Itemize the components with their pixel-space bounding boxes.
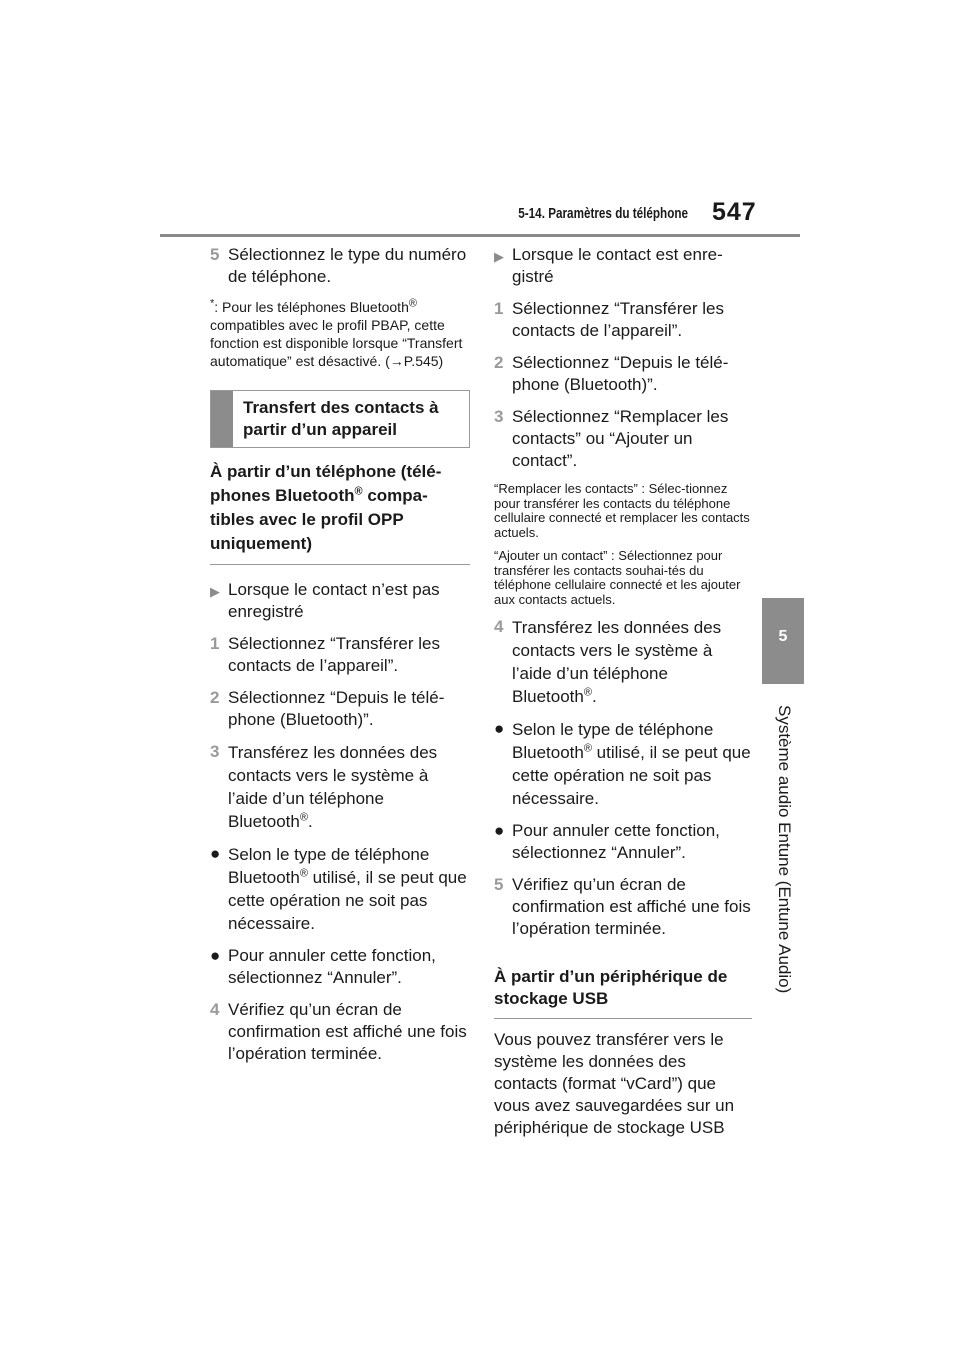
usb-paragraph: Vous pouvez transférer vers le système les données des contacts (format “vCard”) que vous avez sauvegardées sur un périphérique de stockage USB [494, 1030, 735, 1137]
left-step-2 [210, 687, 470, 731]
bullet-text-b: utilisé, il se peut que cette opération ne soit pas nécessaire. [512, 743, 751, 808]
note-add-contact: “Ajouter un contact” : Sélectionnez pour transférer les contacts souhai-tés du téléphone cellulaire connecté et les ajouter aux contacts actuels. [494, 548, 741, 607]
bullet-icon: ● [494, 821, 505, 840]
right-bullet-1 [494, 718, 752, 810]
step-number: 3 [494, 407, 504, 426]
chapter-tab-number: 5 [778, 628, 788, 645]
step-text-end: . [307, 812, 313, 831]
step-number: 4 [494, 617, 504, 636]
right-step-2 [494, 352, 752, 396]
bullet-text-a: Selon le type de téléphone Bluetooth [512, 720, 714, 762]
step-text: Sélectionnez “Depuis le télé-phone (Bluetooth)”. [512, 353, 729, 394]
subsection-title-phone [210, 460, 470, 565]
right-step-1 [494, 298, 752, 342]
registered-mark: ® [583, 742, 592, 755]
right-bullet-2 [494, 820, 752, 864]
note-replace-contacts: “Remplacer les contacts” : Sélec-tionnez pour transférer les contacts du téléphone cellulaire connecté et remplacer les contacts actuels. [494, 481, 750, 540]
right-step-5 [494, 874, 752, 940]
section-box-bar [211, 391, 233, 447]
step-text: Sélectionnez “Transférer les contacts de l’appareil”. [512, 299, 724, 340]
registered-mark: ® [299, 867, 308, 880]
step-number: 5 [494, 875, 504, 894]
arrow-marker-icon: ▶ [210, 584, 220, 599]
registered-mark: ® [583, 686, 592, 699]
header-rule [160, 234, 800, 237]
right-column [494, 244, 752, 1149]
step-number: 2 [210, 688, 220, 707]
step-number: 5 [210, 245, 220, 264]
bullet-text-a: Selon le type de téléphone Bluetooth [228, 845, 430, 887]
step-number: 1 [210, 634, 220, 653]
step-number: 3 [210, 742, 220, 761]
chapter-side-title-text: Système audio Entune (Entune Audio) [775, 705, 794, 994]
registered-mark: ® [299, 811, 308, 824]
subsection-title-b: compa-tibles avec le profil OPP uniquement) [210, 486, 428, 553]
footnote [210, 298, 470, 370]
chapter-title: 5-14. Paramètres du téléphone [518, 205, 688, 222]
case-text: Lorsque le contact n’est pas enregistré [228, 580, 440, 621]
bullet-icon: ● [210, 844, 221, 863]
step-text: Sélectionnez “Depuis le télé-phone (Bluetooth)”. [228, 688, 445, 729]
left-step-3 [210, 741, 470, 833]
left-column [210, 244, 470, 1075]
case-registered [494, 244, 752, 288]
left-bullet-2 [210, 945, 470, 989]
chapter-side-title [772, 705, 796, 1005]
step-text: Sélectionnez “Transférer les contacts de l’appareil”. [228, 634, 440, 675]
subsection-title-a: À partir d’un téléphone (télé-phones Bluetooth [210, 462, 442, 505]
step-text: Transférez les données des contacts vers le système à l’aide d’un téléphone Bluetooth [512, 618, 722, 706]
footnote-star: * [210, 297, 215, 310]
bullet-icon: ● [494, 719, 505, 738]
bullet-icon: ● [210, 946, 221, 965]
subsection-title-usb: À partir d’un périphérique de stockage USB [494, 966, 752, 1019]
step-number: 4 [210, 1000, 220, 1019]
footnote-text-c: P.545) [403, 353, 444, 369]
step-number: 1 [494, 299, 504, 318]
case-not-registered [210, 579, 470, 623]
footnote-text-a: : Pour les téléphones Bluetooth [214, 299, 409, 315]
step-text: Transférez les données des contacts vers le système à l’aide d’un téléphone Bluetooth [228, 743, 438, 831]
bullet-text-b: utilisé, il se peut que cette opération ne soit pas nécessaire. [228, 868, 467, 933]
right-step-3 [494, 406, 752, 472]
page-ref-arrow-icon: → [389, 353, 404, 369]
bullet-text: Pour annuler cette fonction, sélectionnez “Annuler”. [228, 946, 436, 987]
step-text: Sélectionnez le type du numéro de téléphone. [228, 245, 467, 286]
footnote-text-b: compatibles avec le profil PBAP, cette fonction est disponible lorsque “Transfert automatique” est désactivé. ( [210, 317, 463, 369]
left-step-1 [210, 633, 470, 677]
left-bullet-1 [210, 843, 470, 935]
section-box-title: Transfert des contacts à partir d’un appareil [243, 398, 439, 439]
step-text: Sélectionnez “Remplacer les contacts” ou “Ajouter un contact”. [512, 407, 729, 470]
registered-mark: ® [408, 297, 417, 310]
step-text: Vérifiez qu’un écran de confirmation est affiché une fois l’opération terminée. [228, 1000, 467, 1063]
left-step-4 [210, 999, 470, 1065]
step-text: Vérifiez qu’un écran de confirmation est affiché une fois l’opération terminée. [512, 875, 751, 938]
case-text: Lorsque le contact est enre-gistré [512, 245, 723, 286]
step-text-end: . [591, 687, 597, 706]
arrow-marker-icon: ▶ [494, 249, 504, 264]
page-number: 547 [712, 198, 757, 226]
step-number: 2 [494, 353, 504, 372]
section-box-header [210, 390, 470, 448]
registered-mark: ® [354, 485, 363, 498]
step-5-select-number-type [210, 244, 470, 288]
bullet-text: Pour annuler cette fonction, sélectionnez “Annuler”. [512, 821, 720, 862]
right-step-4 [494, 616, 752, 708]
